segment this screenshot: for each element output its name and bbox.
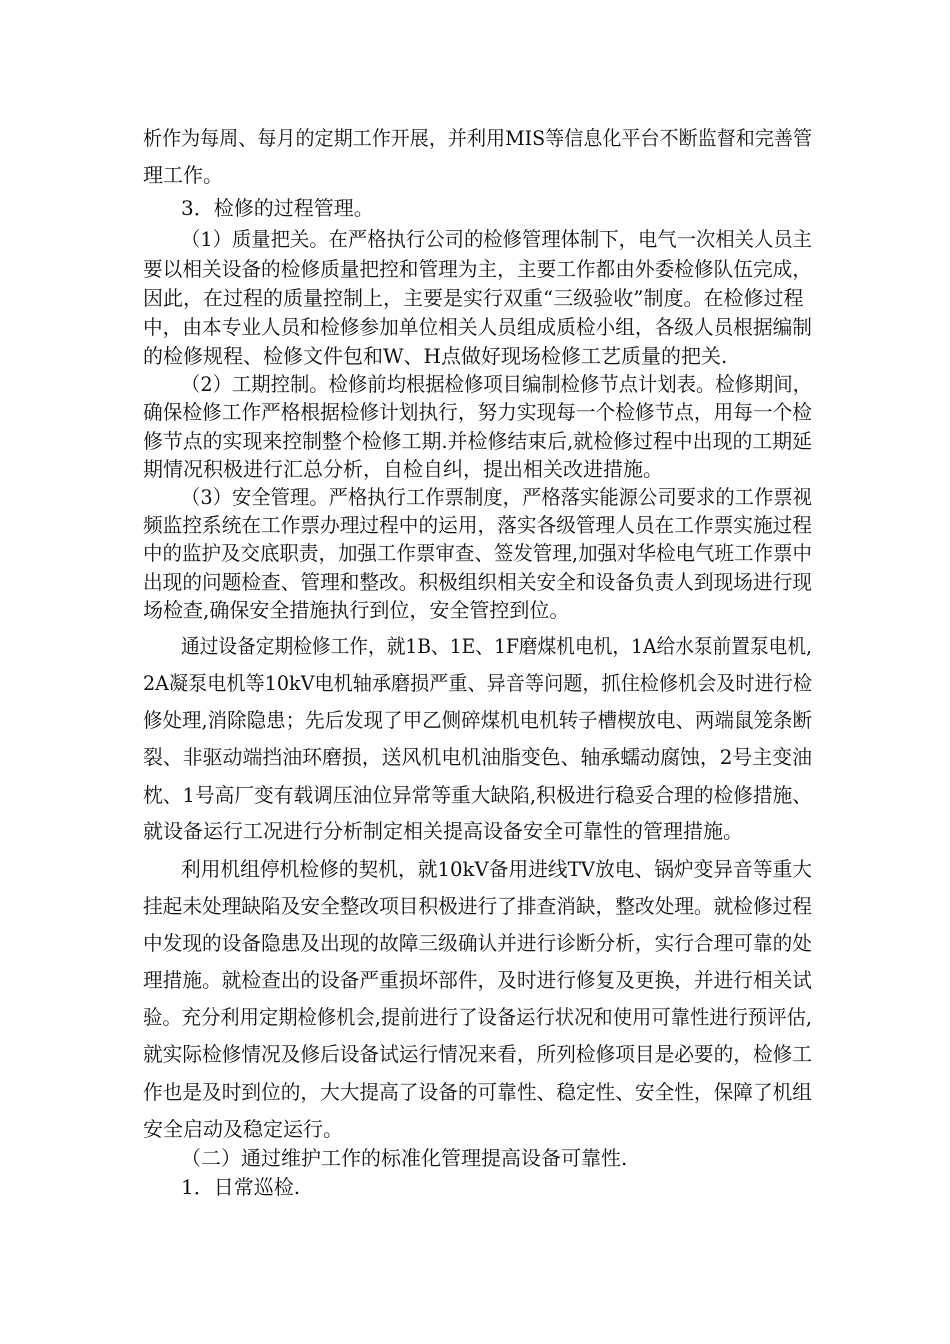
line-text: （3）安全管理。严格执行工作票制度，严格落实能源公司要求的工作票视 [181,485,812,509]
line-text: 出现的问题检查、管理和整改。积极组织相关安全和设备负责人到现场进行现 [143,570,812,594]
line-text: 频监控系统在工作票办理过程中的运用，落实各级管理人员在工作票实施过程 [143,513,812,537]
line-text: 修节点的实现来控制整个检修工期.并检修结束后,就检修过程中出现的工期延 [143,429,813,453]
line-text: 枕、1号高厂变有载调压油位异常等重大缺陷,积极进行稳妥合理的检修措施、 [143,783,812,807]
line-text: 验。充分利用定期检修机会,提前进行了设备运行状况和使用可靠性进行预评估, [143,1005,813,1029]
line-text: 理工作。 [143,163,223,187]
line-text: 3．检修的过程管理。 [181,196,374,220]
line-text: 期情况积极进行汇总分析，自检自纠，提出相关改进措施。 [143,457,663,481]
line-text: 中的监护及交底职责，加强工作票审查、签发管理,加强对华检电气班工作票中 [143,541,812,565]
line-text: 2A凝泵电机等10kV电机轴承磨损严重、异音等问题，抓住检修机会及时进行检 [143,671,812,695]
line-text: 析作为每周、每月的定期工作开展，并利用MIS等信息化平台不断监督和完善管 [143,126,813,150]
line-text: 场检查,确保安全措施执行到位，安全管控到位。 [143,598,570,622]
line-text: 要以相关设备的检修质量把控和管理为主，主要工作都由外委检修队伍完成， [143,257,812,281]
line-text: 作也是及时到位的，大大提高了设备的可靠性、稳定性、安全性，保障了机组 [143,1080,812,1104]
line-text: 安全启动及稳定运行。 [143,1117,343,1141]
line-text: 利用机组停机检修的契机，就10kV备用进线TV放电、锅炉变异音等重大 [181,857,813,881]
line-text: 中，由本专业人员和检修参加单位相关人员组成质检小组，各级人员根据编制 [143,315,812,339]
line-text: 中发现的设备隐患及出现的故障三级确认并进行诊断分析，实行合理可靠的处 [143,931,812,955]
line-text: 就实际检修情况及修后设备试运行情况来看，所列检修项目是必要的，检修工 [143,1042,812,1066]
line-text: 1．日常巡检. [181,1175,301,1199]
line-text: 确保检修工作严格根据检修计划执行，努力实现每一个检修节点，用每一个检 [143,400,812,424]
line-text: （二）通过维护工作的标准化管理提高设备可靠性. [181,1146,628,1170]
line-text: （1）质量把关。在严格执行公司的检修管理体制下，电气一次相关人员主 [181,227,812,251]
line-text: 通过设备定期检修工作，就1B、1E、1F磨煤机电机，1A给水泵前置泵电机, [181,634,813,658]
line-text: 修处理,消除隐患；先后发现了甲乙侧碎煤机电机转子槽楔放电、两端鼠笼条断 [143,708,812,732]
line-text: （2）工期控制。检修前均根据检修项目编制检修节点计划表。检修期间， [181,372,812,396]
line-text: 理措施。就检查出的设备严重损坏部件，及时进行修复及更换，并进行相关试 [143,968,812,992]
line-text: 挂起未处理缺陷及安全整改项目积极进行了排查消缺，整改处理。就检修过程 [143,894,812,918]
line-text: 因此，在过程的质量控制上，主要是实行双重“三级验收”制度。在检修过程 [143,286,804,310]
line-text: 的检修规程、检修文件包和W、H点做好现场检修工艺质量的把关. [143,344,728,368]
line-text: 就设备运行工况进行分析制定相关提高设备安全可靠性的管理措施。 [143,819,743,843]
line-text: 裂、非驱动端挡油环磨损，送风机电机油脂变色、轴承蠕动腐蚀，2号主变油 [143,745,812,769]
